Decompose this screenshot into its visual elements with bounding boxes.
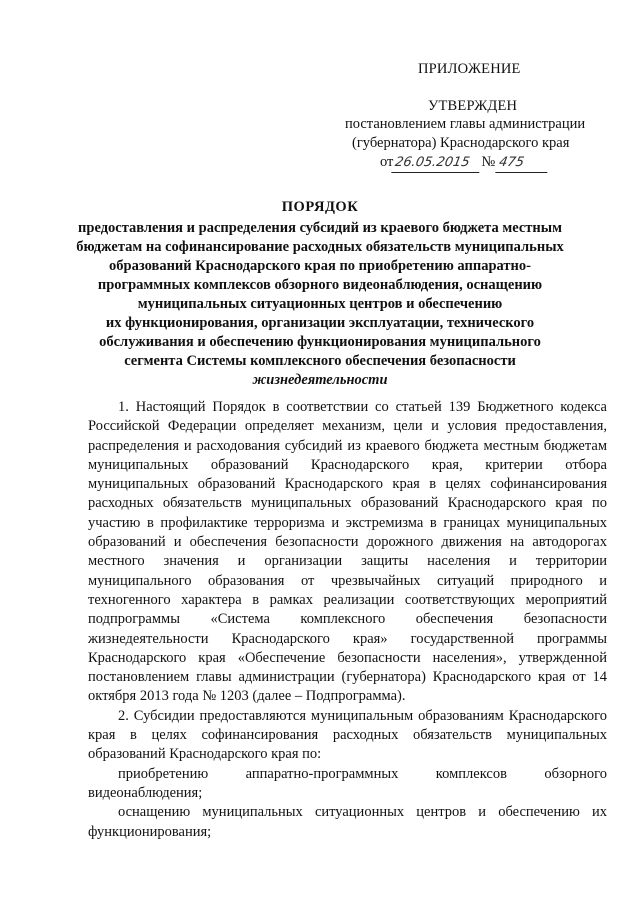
paragraph: 2. Субсидии предоставляются муниципальным образованиям Краснодарского края в целях софинансирования расходных обязательств муниципальных образований Краснодарского края по:: [88, 707, 607, 763]
paragraph: 1. Настоящий Порядок в соответствии со статьей 139 Бюджетного кодекса Российской Федерации определяет механизм, цели и условия предоставления, распределения и расходования субсидий из краевого бюджета местным бюджетам муниципальных образований Краснодарского края, критерии отбора муниципальных образований Краснодарского края в целях софинансирования расходных обязательств муниципальных образований Краснодарского края по участию в профилактике терроризма и экстремизма в границах муниципальных образований и обеспечения безопасности дорожного движения на автодорогах местного значения и организации защиты населения и территории муниципального образования от чрезвычайных ситуаций природного и техногенного характера в рамках реализации соответствующих мероприятий подпрограммы «Система комплексного обеспечения безопасности жизнедеятельности Краснодарского края» государственной программы Краснодарского края «Обеспечение безопасности населения», утвержденной постановлением главы администрации (губернатора) Краснодарского края от 14 октября 2013 года № 1203 (далее – Подпрограмма).: [88, 399, 607, 705]
approved-by-line-1: постановлением главы администрации: [345, 116, 586, 132]
subtitle-line: жизнедеятельности: [252, 372, 388, 388]
handwritten-number: 475: [495, 153, 551, 173]
document-title: ПОРЯДОК: [281, 199, 359, 215]
document-subtitle: [60, 219, 580, 390]
number-label: №: [481, 154, 496, 170]
paragraph: оснащению муниципальных ситуационных центров и обеспечению их функционирования;: [88, 804, 607, 840]
approved-by-line-2: (губернатора) Краснодарского края: [352, 135, 570, 151]
subtitle-line: предоставления и распределения субсидий из краевого бюджета местным: [78, 220, 562, 236]
from-label: от: [380, 154, 394, 170]
approval-date-line: [380, 153, 549, 173]
subtitle-line: обслуживания и обеспечению функционирования муниципального: [99, 334, 541, 350]
handwritten-date: 26.05.2015: [392, 153, 484, 173]
subtitle-line: сегмента Системы комплексного обеспечения безопасности: [124, 353, 516, 369]
subtitle-line: их функционирования, организации эксплуатации, технического: [105, 315, 535, 331]
paragraph: приобретению аппаратно-программных комплексов обзорного видеонаблюдения;: [88, 765, 607, 801]
subtitle-line: бюджетам на софинансирование расходных обязательств муниципальных: [76, 239, 564, 255]
document-body: [88, 398, 607, 842]
appendix-label: ПРИЛОЖЕНИЕ: [418, 61, 521, 77]
subtitle-line: муниципальных ситуационных центров и обеспечению: [137, 296, 503, 312]
approved-label: УТВЕРЖДЕН: [428, 98, 518, 114]
subtitle-line: образований Краснодарского края по приобретению аппаратно-: [109, 258, 531, 274]
subtitle-line: программных комплексов обзорного видеонаблюдения, оснащению: [97, 277, 543, 293]
